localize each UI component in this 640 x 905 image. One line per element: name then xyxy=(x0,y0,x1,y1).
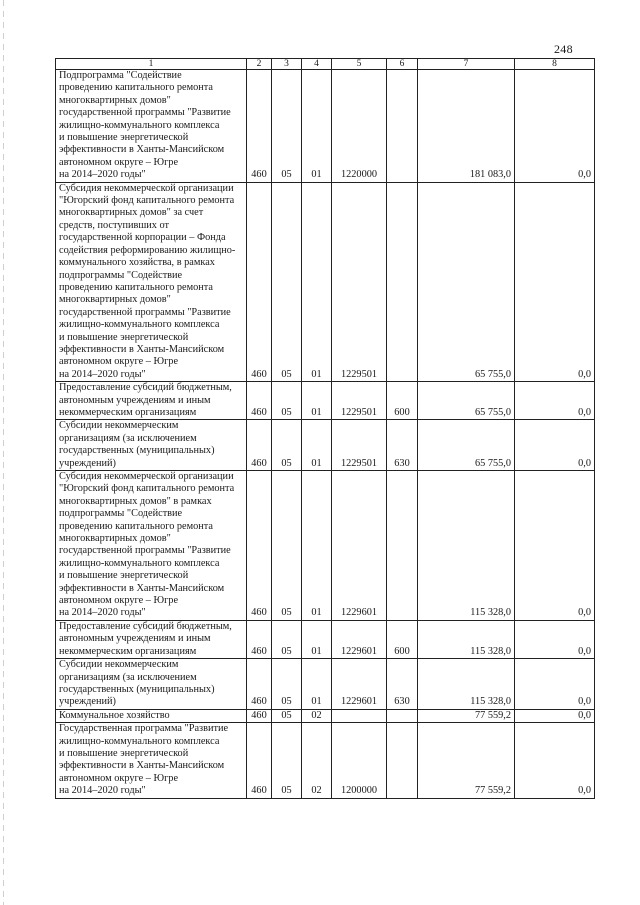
amount-value: 65 755,0 xyxy=(418,420,515,471)
target-article-code: 1220000 xyxy=(332,70,387,183)
row-name: Субсидия некоммерческой организации "Югорский фонд капитального ремонта многоквартирных домов" в рамках подпрограммы "Содействие проведению капитального ремонта многоквартирных домов" государственной программы "Развитие жилищно-коммунального комплекса и повышение энергетической эффективности в Ханты-Мансийском автономном округе – Югре на 2014–2020 годы" xyxy=(56,471,247,621)
subsection-code: 01 xyxy=(302,659,332,710)
expense-type-code: 600 xyxy=(387,620,418,658)
table-row xyxy=(56,709,595,722)
section-code: 05 xyxy=(272,620,302,658)
amount-value: 115 328,0 xyxy=(418,471,515,621)
amount-value-2: 0,0 xyxy=(515,709,595,722)
target-article-code xyxy=(332,709,387,722)
section-code: 05 xyxy=(272,659,302,710)
amount-value-2: 0,0 xyxy=(515,659,595,710)
row-name: Предоставление субсидий бюджетным, автономным учреждениям и иным некоммерческим организациям xyxy=(56,620,247,658)
table-row xyxy=(56,471,595,621)
ministry-code: 460 xyxy=(247,723,272,798)
column-header: 2 xyxy=(247,59,272,70)
amount-value-2: 0,0 xyxy=(515,420,595,471)
section-code: 05 xyxy=(272,182,302,382)
column-header: 5 xyxy=(332,59,387,70)
column-header: 1 xyxy=(56,59,247,70)
section-code: 05 xyxy=(272,382,302,420)
ministry-code: 460 xyxy=(247,471,272,621)
table-row xyxy=(56,723,595,798)
row-name: Субсидия некоммерческой организации "Югорский фонд капитального ремонта многоквартирных домов" за счет средств, поступивших от государственной корпорации – Фонда содействия реформированию жилищно- коммунального хозяйства, в рамках подпрограммы "Содействие проведению капитального ремонта многоквартирных домов" государственной программы "Развитие жилищно-коммунального комплекса и повышение энергетической эффективности в Ханты-Мансийском автономном округе – Югре на 2014–2020 годы" xyxy=(56,182,247,382)
table-row xyxy=(56,382,595,420)
row-name: Субсидии некоммерческим организациям (за исключением государственных (муниципальных) учреждений) xyxy=(56,420,247,471)
amount-value: 65 755,0 xyxy=(418,382,515,420)
amount-value: 181 083,0 xyxy=(418,70,515,183)
table-row xyxy=(56,70,595,183)
subsection-code: 01 xyxy=(302,182,332,382)
budget-table xyxy=(55,58,595,799)
expense-type-code xyxy=(387,471,418,621)
column-number-row xyxy=(56,59,595,70)
ministry-code: 460 xyxy=(247,620,272,658)
column-header: 7 xyxy=(418,59,515,70)
amount-value-2: 0,0 xyxy=(515,382,595,420)
page-number: 248 xyxy=(554,42,573,56)
table-row xyxy=(56,182,595,382)
column-header: 6 xyxy=(387,59,418,70)
target-article-code: 1200000 xyxy=(332,723,387,798)
target-article-code: 1229501 xyxy=(332,420,387,471)
ministry-code: 460 xyxy=(247,659,272,710)
amount-value-2: 0,0 xyxy=(515,182,595,382)
subsection-code: 01 xyxy=(302,382,332,420)
section-code: 05 xyxy=(272,709,302,722)
scan-edge-mark xyxy=(3,0,4,905)
amount-value: 115 328,0 xyxy=(418,620,515,658)
amount-value-2: 0,0 xyxy=(515,620,595,658)
amount-value-2: 0,0 xyxy=(515,723,595,798)
ministry-code: 460 xyxy=(247,70,272,183)
target-article-code: 1229601 xyxy=(332,471,387,621)
row-name: Предоставление субсидий бюджетным, автономным учреждениям и иным некоммерческим организациям xyxy=(56,382,247,420)
subsection-code: 02 xyxy=(302,709,332,722)
expense-type-code xyxy=(387,723,418,798)
target-article-code: 1229501 xyxy=(332,382,387,420)
table-row xyxy=(56,659,595,710)
expense-type-code xyxy=(387,70,418,183)
subsection-code: 01 xyxy=(302,420,332,471)
target-article-code: 1229601 xyxy=(332,620,387,658)
ministry-code: 460 xyxy=(247,382,272,420)
amount-value: 77 559,2 xyxy=(418,723,515,798)
table-row xyxy=(56,620,595,658)
subsection-code: 02 xyxy=(302,723,332,798)
ministry-code: 460 xyxy=(247,709,272,722)
column-header: 3 xyxy=(272,59,302,70)
target-article-code: 1229501 xyxy=(332,182,387,382)
row-name: Государственная программа "Развитие жилищно-коммунального комплекса и повышение энергетической эффективности в Ханты-Мансийском автономном округе – Югре на 2014–2020 годы" xyxy=(56,723,247,798)
expense-type-code: 600 xyxy=(387,382,418,420)
section-code: 05 xyxy=(272,723,302,798)
subsection-code: 01 xyxy=(302,471,332,621)
amount-value-2: 0,0 xyxy=(515,70,595,183)
subsection-code: 01 xyxy=(302,620,332,658)
expense-type-code xyxy=(387,182,418,382)
row-name: Подпрограмма "Содействие проведению капитального ремонта многоквартирных домов" государственной программы "Развитие жилищно-коммунального комплекса и повышение энергетической эффективности в Ханты-Мансийском автономном округе – Югре на 2014–2020 годы" xyxy=(56,70,247,183)
expense-type-code: 630 xyxy=(387,659,418,710)
amount-value: 77 559,2 xyxy=(418,709,515,722)
target-article-code: 1229601 xyxy=(332,659,387,710)
ministry-code: 460 xyxy=(247,420,272,471)
amount-value: 65 755,0 xyxy=(418,182,515,382)
column-header: 8 xyxy=(515,59,595,70)
subsection-code: 01 xyxy=(302,70,332,183)
amount-value-2: 0,0 xyxy=(515,471,595,621)
expense-type-code: 630 xyxy=(387,420,418,471)
column-header: 4 xyxy=(302,59,332,70)
amount-value: 115 328,0 xyxy=(418,659,515,710)
row-name: Коммунальное хозяйство xyxy=(56,709,247,722)
expense-type-code xyxy=(387,709,418,722)
row-name: Субсидии некоммерческим организациям (за исключением государственных (муниципальных) учреждений) xyxy=(56,659,247,710)
ministry-code: 460 xyxy=(247,182,272,382)
section-code: 05 xyxy=(272,471,302,621)
section-code: 05 xyxy=(272,420,302,471)
table-row xyxy=(56,420,595,471)
section-code: 05 xyxy=(272,70,302,183)
